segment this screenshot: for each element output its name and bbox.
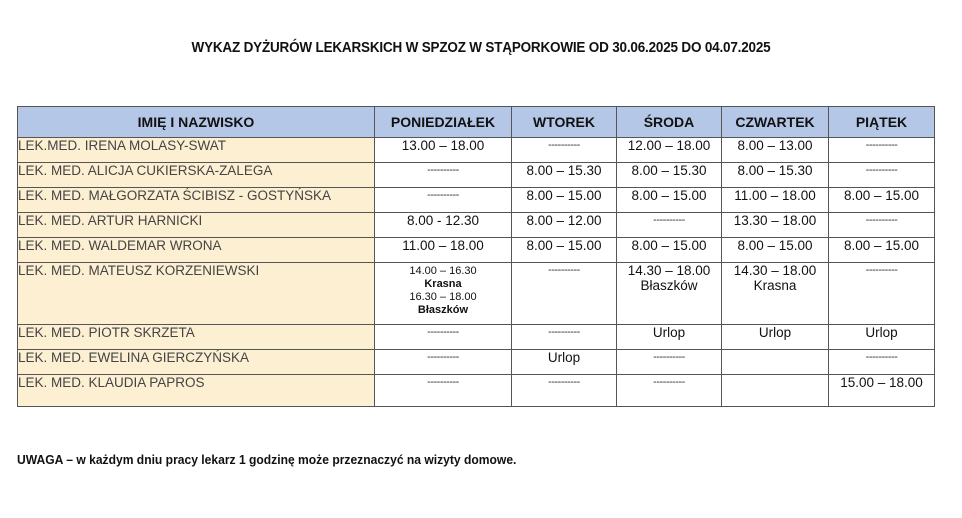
shift-thursday bbox=[722, 163, 829, 188]
shift-text: Błaszków bbox=[417, 304, 469, 316]
shift-thursday bbox=[722, 138, 829, 163]
shift-wednesday bbox=[617, 138, 722, 163]
table-body bbox=[18, 138, 935, 407]
shift-thursday bbox=[722, 263, 829, 325]
shift-text: Krasna bbox=[753, 278, 797, 293]
shift-text: ---------- bbox=[865, 264, 898, 276]
table-row bbox=[18, 375, 935, 407]
shift-monday bbox=[375, 350, 512, 375]
shift-tuesday bbox=[512, 138, 617, 163]
shift-text: 8.00 – 15.00 bbox=[631, 238, 707, 253]
shift-text: 13.00 – 18.00 bbox=[401, 138, 485, 153]
shift-thursday bbox=[722, 188, 829, 213]
shift-monday bbox=[375, 213, 512, 238]
shift-monday bbox=[375, 163, 512, 188]
shift-wednesday bbox=[617, 238, 722, 263]
shift-wednesday bbox=[617, 263, 722, 325]
shift-text: Krasna bbox=[424, 278, 462, 290]
shift-friday bbox=[829, 350, 935, 375]
shift-text: ---------- bbox=[427, 376, 459, 388]
table-row bbox=[18, 350, 935, 375]
shift-text: 11.00 – 18.00 bbox=[402, 238, 484, 253]
shift-text: ---------- bbox=[427, 164, 459, 176]
shift-friday bbox=[829, 163, 935, 188]
shift-text: 8.00 – 15.00 bbox=[526, 238, 602, 253]
shift-text: 8.00 – 15.00 bbox=[526, 188, 602, 203]
shift-text: 14.30 – 18.00 bbox=[733, 263, 817, 278]
table-row bbox=[18, 213, 935, 238]
shift-friday bbox=[829, 188, 935, 213]
note bbox=[17, 452, 516, 467]
shift-text: ---------- bbox=[427, 326, 459, 338]
doctor-name: LEK. MED. MAŁGORZATA ŚCIBISZ - GOSTYŃSKA bbox=[18, 188, 375, 213]
shift-text: ---------- bbox=[865, 139, 898, 151]
shift-text: 8.00 – 15.00 bbox=[737, 238, 813, 253]
shift-text: ---------- bbox=[653, 214, 685, 226]
table-row bbox=[18, 325, 935, 350]
shift-text: 13.30 – 18.00 bbox=[733, 213, 817, 228]
header-friday: PIĄTEK bbox=[829, 107, 935, 138]
doctor-name: LEK. MED. ALICJA CUKIERSKA-ZALEGA bbox=[18, 163, 375, 188]
shift-friday bbox=[829, 375, 935, 407]
shift-friday bbox=[829, 213, 935, 238]
doctor-name: LEK. MED. EWELINA GIERCZYŃSKA bbox=[18, 350, 375, 375]
note-text: UWAGA – w każdym dniu pracy lekarz 1 godzinę może przeznaczyć na wizyty domowe. bbox=[17, 452, 517, 467]
duty-schedule-table bbox=[17, 106, 935, 407]
shift-monday bbox=[375, 325, 512, 350]
header-tuesday: WTOREK bbox=[512, 107, 617, 138]
doctor-name: LEK. MED. KLAUDIA PAPROS bbox=[18, 375, 375, 407]
shift-wednesday bbox=[617, 350, 722, 375]
shift-tuesday bbox=[512, 163, 617, 188]
shift-text: ---------- bbox=[865, 214, 898, 226]
shift-tuesday bbox=[512, 375, 617, 407]
table-row bbox=[18, 163, 935, 188]
shift-thursday bbox=[722, 350, 829, 375]
shift-friday bbox=[829, 138, 935, 163]
shift-monday bbox=[375, 138, 512, 163]
header-wednesday: ŚRODA bbox=[617, 107, 722, 138]
shift-text: 15.00 – 18.00 bbox=[840, 375, 923, 390]
document-title: WYKAZ DYŻURÓW LEKARSKICH W SPZOZ W STĄPORKOWIE OD 30.06.2025 DO 04.07.2025 bbox=[191, 40, 771, 56]
shift-text: ---------- bbox=[548, 376, 580, 388]
shift-text: ---------- bbox=[427, 189, 459, 201]
shift-monday bbox=[375, 263, 512, 325]
shift-tuesday bbox=[512, 325, 617, 350]
shift-text: 8.00 – 13.00 bbox=[737, 138, 813, 153]
shift-text: 12.00 – 18.00 bbox=[627, 138, 711, 153]
shift-text: Błaszków bbox=[640, 278, 698, 293]
shift-tuesday bbox=[512, 188, 617, 213]
shift-text: ---------- bbox=[548, 326, 580, 338]
shift-friday bbox=[829, 238, 935, 263]
table-row bbox=[18, 138, 935, 163]
shift-wednesday bbox=[617, 188, 722, 213]
header-monday: PONIEDZIAŁEK bbox=[375, 107, 512, 138]
shift-friday bbox=[829, 263, 935, 325]
doctor-name: LEK.MED. IRENA MOLASY-SWAT bbox=[18, 138, 375, 163]
shift-tuesday bbox=[512, 213, 617, 238]
shift-friday bbox=[829, 325, 935, 350]
shift-text: ---------- bbox=[548, 264, 580, 276]
shift-text: 8.00 – 15.30 bbox=[526, 163, 602, 178]
shift-text: ---------- bbox=[548, 139, 580, 151]
shift-text: ---------- bbox=[865, 164, 898, 176]
table-row bbox=[18, 188, 935, 213]
table-row bbox=[18, 263, 935, 325]
shift-text: 8.00 - 12.30 bbox=[406, 213, 480, 228]
shift-text: ---------- bbox=[653, 351, 685, 363]
shift-text: ---------- bbox=[653, 376, 685, 388]
table-row bbox=[18, 238, 935, 263]
shift-text: 8.00 – 15.00 bbox=[631, 188, 707, 203]
shift-text: 16.30 – 18.00 bbox=[409, 291, 477, 303]
shift-thursday bbox=[722, 375, 829, 407]
shift-thursday bbox=[722, 213, 829, 238]
header-thursday: CZWARTEK bbox=[722, 107, 829, 138]
shift-text: ---------- bbox=[865, 351, 898, 363]
doctor-name: LEK. MED. MATEUSZ KORZENIEWSKI bbox=[18, 263, 375, 325]
shift-text: Urlop bbox=[652, 325, 686, 340]
shift-text: Urlop bbox=[547, 350, 581, 365]
doctor-name: LEK. MED. ARTUR HARNICKI bbox=[18, 213, 375, 238]
shift-tuesday bbox=[512, 238, 617, 263]
shift-text: 14.30 – 18.00 bbox=[627, 263, 711, 278]
shift-text: 11.00 – 18.00 bbox=[734, 188, 816, 203]
table-header-row bbox=[18, 107, 935, 138]
header-name: IMIĘ I NAZWISKO bbox=[18, 107, 375, 138]
shift-wednesday bbox=[617, 375, 722, 407]
shift-thursday bbox=[722, 238, 829, 263]
shift-text: 14.00 – 16.30 bbox=[409, 265, 477, 277]
shift-text: 8.00 – 12.00 bbox=[526, 213, 602, 228]
shift-text: 8.00 – 15.00 bbox=[843, 188, 920, 203]
doctor-name: LEK. MED. WALDEMAR WRONA bbox=[18, 238, 375, 263]
shift-monday bbox=[375, 238, 512, 263]
shift-wednesday bbox=[617, 325, 722, 350]
shift-text: Urlop bbox=[865, 325, 898, 340]
shift-monday bbox=[375, 375, 512, 407]
shift-tuesday bbox=[512, 263, 617, 325]
shift-text: ---------- bbox=[427, 351, 459, 363]
shift-wednesday bbox=[617, 163, 722, 188]
shift-text: Urlop bbox=[758, 325, 792, 340]
doctor-name: LEK. MED. PIOTR SKRZETA bbox=[18, 325, 375, 350]
shift-text: 8.00 – 15.30 bbox=[631, 163, 707, 178]
shift-text: 8.00 – 15.00 bbox=[843, 238, 920, 253]
shift-tuesday bbox=[512, 350, 617, 375]
shift-wednesday bbox=[617, 213, 722, 238]
shift-thursday bbox=[722, 325, 829, 350]
shift-text: 8.00 – 15.30 bbox=[737, 163, 813, 178]
shift-monday bbox=[375, 188, 512, 213]
